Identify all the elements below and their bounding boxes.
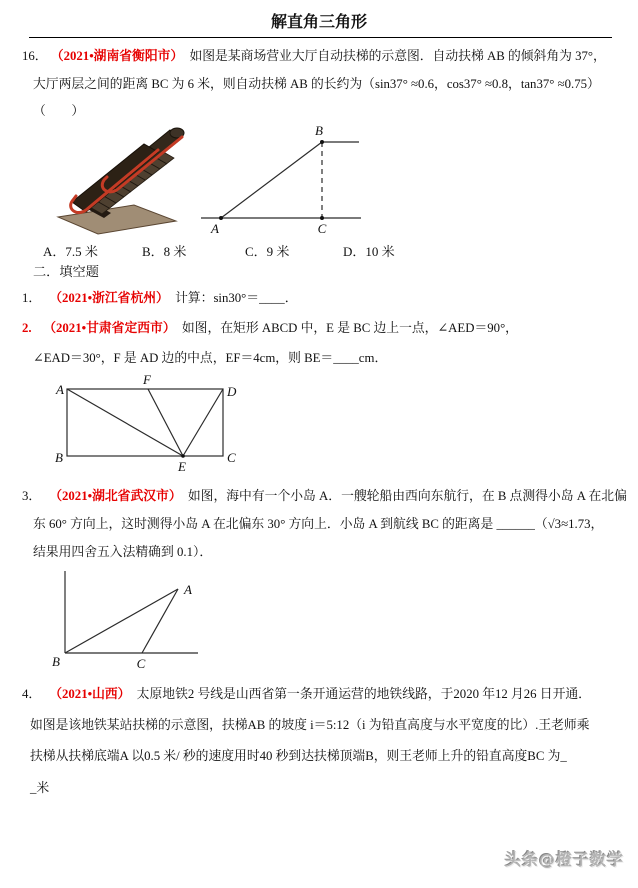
q2-diagram-label-B: B bbox=[55, 450, 63, 465]
q2-diagram-label-E: E bbox=[178, 459, 186, 474]
q4-line-2 bbox=[30, 716, 590, 734]
q2-text-2: ∠EAD＝30°，F 是 AD 边的中点，EF＝4cm，则 BE＝____cm． bbox=[33, 351, 388, 365]
q2-source: （2021•甘肃省定西市） bbox=[43, 321, 176, 335]
q16-diagram bbox=[193, 120, 368, 240]
q3-number: 3． bbox=[22, 489, 42, 503]
q4-line-3 bbox=[30, 747, 567, 765]
q3-diagram bbox=[30, 565, 250, 678]
q4-text-3: 扶梯从扶梯底端A 以0.5 米/ 秒的速度用时40 秒到达扶梯顶端B，则王老师上升的铅直高度BC 为_ bbox=[30, 749, 567, 763]
q16-source: （2021•湖南省衡阳市） bbox=[50, 49, 184, 63]
q3-line-3 bbox=[33, 543, 212, 561]
q3-triangle-svg bbox=[30, 565, 250, 673]
watermark: 头条@橙子数学 bbox=[504, 850, 624, 869]
escalator-photo bbox=[48, 118, 198, 241]
q4-number: 4． bbox=[22, 687, 42, 701]
q16-number: 16． bbox=[22, 49, 48, 63]
q16-option-c: C．9 米 bbox=[245, 244, 290, 259]
q4-text-1: 太原地铁2 号线是山西省第一条开通运营的地铁线路，于2020 年12 月26 日开通． bbox=[136, 687, 591, 701]
q3-line-2 bbox=[33, 515, 603, 533]
q4-source: （2021•山西） bbox=[49, 687, 131, 701]
q4-answer-blank: _米 bbox=[30, 781, 50, 795]
q3-diagram-label-C: C bbox=[136, 656, 146, 671]
q16-option-d: D．10 米 bbox=[343, 244, 395, 259]
q16-line-2 bbox=[33, 75, 600, 93]
q2-diagram-label-F: F bbox=[143, 374, 151, 387]
q16-diagram-label-C: C bbox=[317, 221, 327, 235]
section-fill-in-heading: 二．填空题 bbox=[33, 264, 99, 279]
q3-diagram-label-A: A bbox=[184, 582, 192, 597]
q2-rectangle-svg bbox=[30, 374, 310, 474]
q4-line-1 bbox=[22, 685, 591, 703]
q2-line-2 bbox=[33, 349, 387, 367]
q3-diagram-label-B: B bbox=[52, 654, 60, 669]
q2-diagram-label-D: D bbox=[227, 384, 237, 399]
q3-line-1 bbox=[22, 487, 627, 505]
q2-diagram-label-A: A bbox=[56, 382, 64, 397]
q2-diagram bbox=[30, 374, 310, 479]
q16-line-1 bbox=[22, 47, 606, 65]
q3-source: （2021•湖北省武汉市） bbox=[49, 489, 182, 503]
q1-text: 计算：sin30°＝____． bbox=[175, 291, 298, 305]
q4-text-2: 如图是该地铁某站扶梯的示意图，扶梯AB 的坡度 i＝5:12（i 为铅直高度与水平宽度的比）.王老师乘 bbox=[30, 718, 590, 732]
q16-option-a: A．7.5 米 bbox=[43, 244, 98, 259]
q16-text-2: 大厅两层之间的距离 BC 为 6 米，则自动扶梯 AB 的长约为（sin37° ≈0.6，cos37° ≈0.8，tan37° ≈0.75） bbox=[33, 77, 600, 91]
escalator-illustration bbox=[48, 118, 198, 236]
q2-line-1 bbox=[22, 319, 518, 337]
q1-number: 1． bbox=[22, 291, 42, 305]
q4-line-4 bbox=[30, 779, 49, 797]
q16-option-b: B．8 米 bbox=[142, 244, 187, 259]
q3-text-3: 结果用四舍五入法精确到 0.1）． bbox=[33, 545, 213, 559]
q2-number: 2. bbox=[22, 321, 32, 335]
q16-diagram-label-A: A bbox=[211, 221, 219, 235]
q16-triangle-svg bbox=[193, 120, 368, 235]
q16-answer-blank: （ ） bbox=[33, 104, 85, 118]
q16-text-1: 如图是某商场营业大厅自动扶梯的示意图．自动扶梯 AB 的倾斜角为 37°， bbox=[189, 49, 606, 63]
q2-diagram-label-C: C bbox=[227, 450, 236, 465]
q2-text-1: 如图，在矩形 ABCD 中，E 是 BC 边上一点，∠AED＝90°， bbox=[181, 321, 518, 335]
q16-diagram-label-B: B bbox=[315, 123, 323, 138]
title-divider bbox=[29, 37, 612, 38]
q3-text-2: 东 60° 方向上，这时测得小岛 A 在北偏东 30° 方向上．小岛 A 到航线 BC 的距离是 ______（√3≈1.73， bbox=[33, 517, 604, 531]
q1-source: （2021•浙江省杭州） bbox=[49, 291, 169, 305]
page-title: 解直角三角形 bbox=[270, 12, 367, 31]
q1-line bbox=[22, 289, 298, 307]
q3-text-1: 如图，海中有一个小岛 A．一艘轮船由西向东航行，在 B 点测得小岛 A 在北偏 bbox=[187, 489, 627, 503]
